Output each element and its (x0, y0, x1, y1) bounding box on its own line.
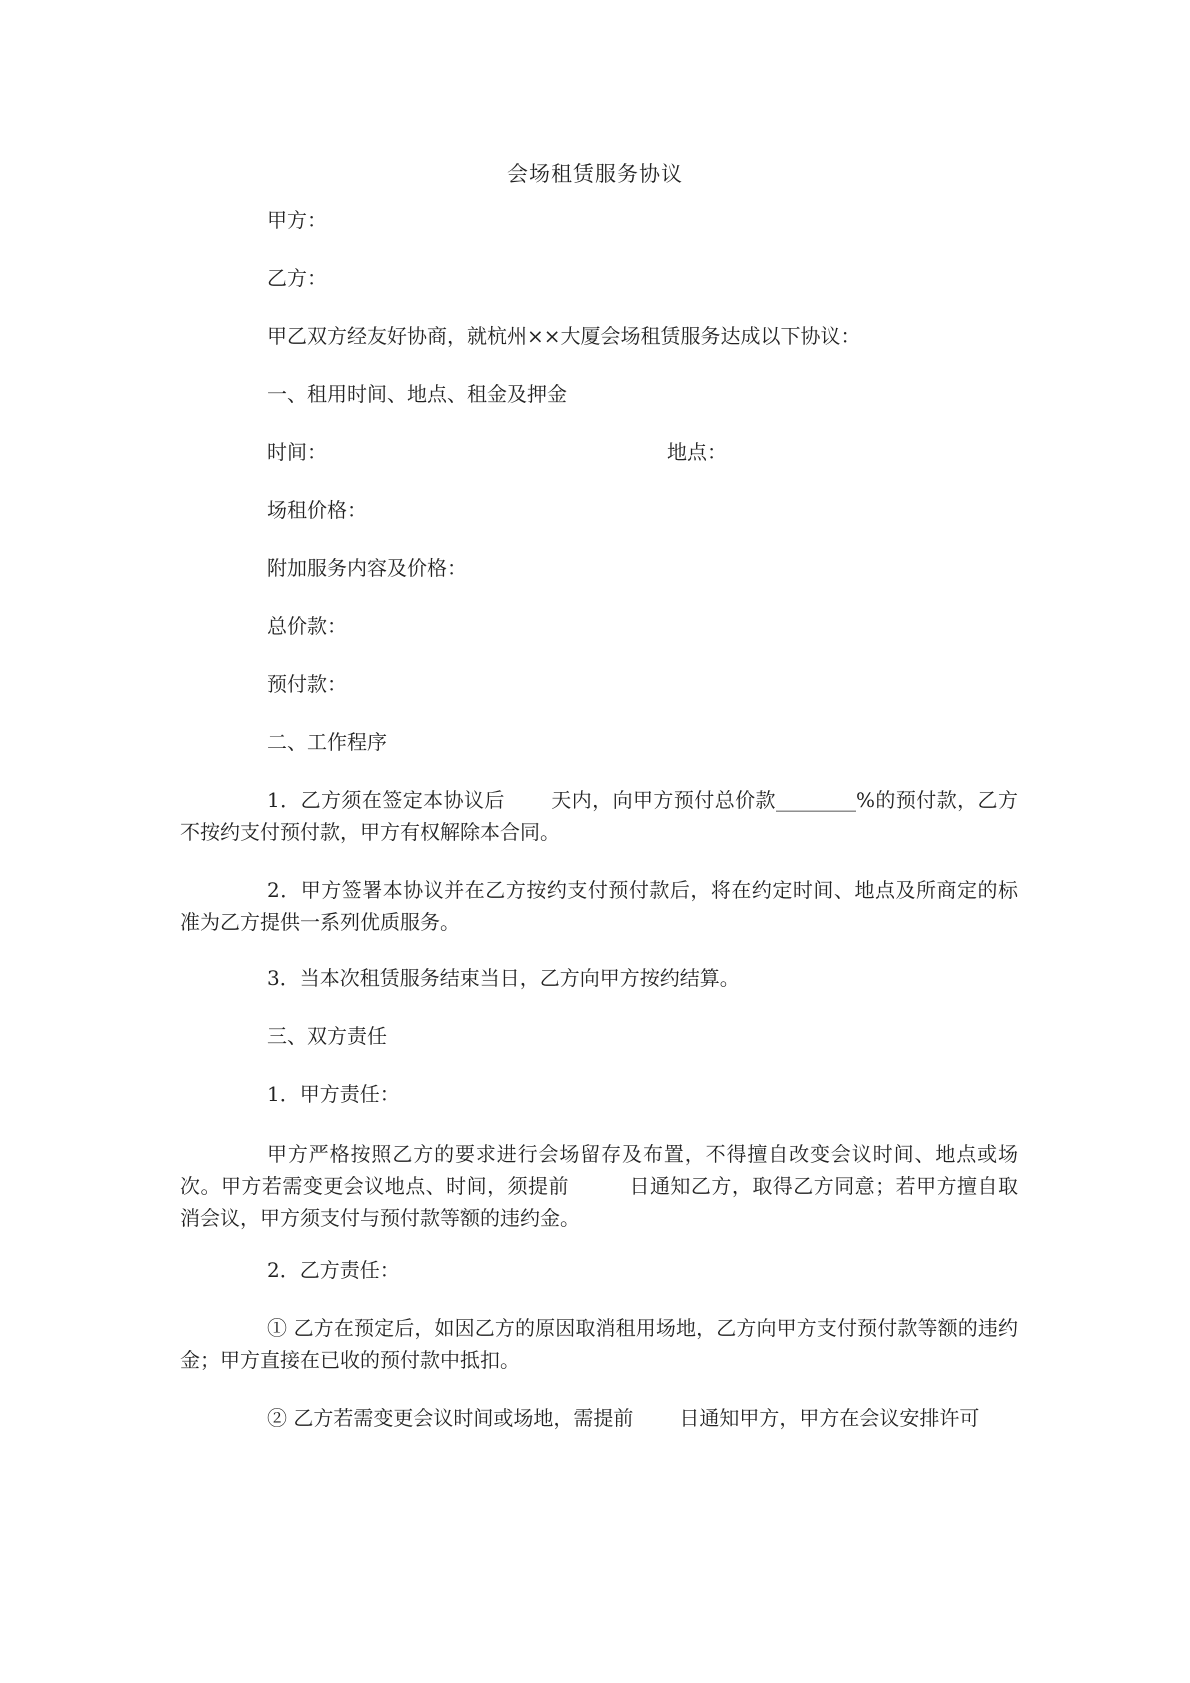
party-a-duty-part-a: 甲方严格按照乙方的要求进行会场留存及布置，不得擅自改变会议时间、地点或场次。甲方若需变更会议地点、时间，须提前 (180, 1142, 1018, 1198)
section2-item2: 2．甲方签署本协议并在乙方按约支付预付款后，将在约定时间、地点及所商定的标准为乙方提供一系列优质服务。 (180, 878, 1018, 934)
total-price-label: 总价款： (267, 614, 347, 638)
section2-heading: 二、工作程序 (267, 730, 387, 754)
section2-item1 (180, 784, 1018, 848)
section1-heading: 一、租用时间、地点、租金及押金 (267, 382, 567, 406)
section2-item1-part-b: 天内，向甲方预付总价款________%的预付款，乙方不按约支付预付款，甲方有权解除本合同。 (180, 788, 1018, 844)
party-a-duty-label: 1．甲方责任： (267, 1082, 400, 1106)
intro-text: 甲乙双方经友好协商，就杭州××大厦会场租赁服务达成以下协议： (267, 324, 861, 348)
place-label: 地点： (667, 440, 727, 464)
document-title: 会场租赁服务协议 (507, 162, 683, 186)
section2-item1-part-a: 1．乙方须在签定本协议后 (267, 788, 505, 812)
party-b-item2 (180, 1402, 1018, 1434)
venue-price-label: 场租价格： (267, 498, 367, 522)
party-b-item1: ① 乙方在预定后，如因乙方的原因取消租用场地，乙方向甲方支付预付款等额的违约金；甲方直接在已收的预付款中抵扣。 (180, 1316, 1018, 1372)
party-b-duty-label: 2．乙方责任： (267, 1258, 400, 1282)
prepayment-label: 预付款： (267, 672, 347, 696)
time-label: 时间： (267, 440, 327, 464)
party-b-label: 乙方： (267, 266, 327, 290)
party-a-duty-text (180, 1138, 1018, 1234)
section3-heading: 三、双方责任 (267, 1024, 387, 1048)
party-a-label: 甲方： (267, 208, 327, 232)
section2-item3: 3．当本次租赁服务结束当日，乙方向甲方按约结算。 (267, 966, 740, 990)
party-a-duty-part-b: 日通知乙方，取得乙方同意；若甲方擅自取消会议，甲方须支付与预付款等额的违约金。 (180, 1174, 1018, 1230)
party-b-item2-part-b: 日通知甲方，甲方在会议安排许可 (679, 1406, 980, 1430)
party-b-item2-part-a: ② 乙方若需变更会议时间或场地，需提前 (267, 1406, 634, 1430)
extra-services-label: 附加服务内容及价格： (267, 556, 467, 580)
